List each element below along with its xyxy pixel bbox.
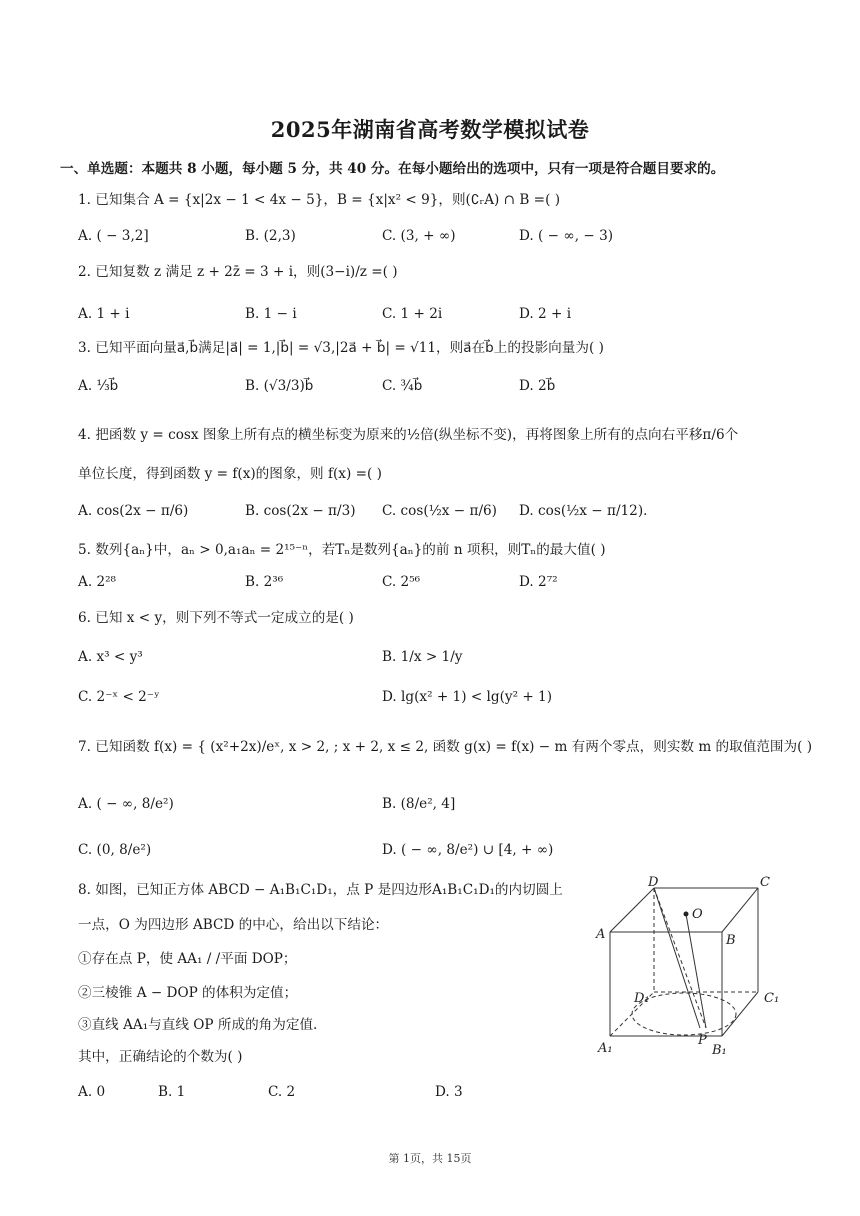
q1-option-a: A. ( − 3,2] — [78, 228, 149, 244]
q2-option-a: A. 1 + i — [78, 306, 130, 322]
q4-stem-line1: 4. 把函数 y = cosx 图象上所有点的横坐标变为原来的½倍(纵坐标不变)，再将图象上所有的点向右平移π/6个 — [78, 427, 739, 443]
q3-option-a: A. ⅓b⃗ — [78, 378, 119, 394]
label-o: O — [692, 907, 703, 922]
q3-option-d: D. 2b⃗ — [519, 378, 556, 394]
label-a: A — [596, 927, 606, 942]
section-heading: 一、单选题：本题共 8 小题，每小题 5 分，共 40 分。在每小题给出的选项中，只有一项是符合题目要求的。 — [60, 161, 725, 177]
q7-option-c: C. (0, 8/e²) — [78, 842, 152, 858]
q8-conclusion-2: ②三棱锥 A − DOP 的体积为定值； — [78, 985, 298, 1001]
q8-stem-line2: 一点，O 为四边形 ABCD 的中心，给出以下结论： — [78, 917, 389, 933]
q5-option-b: B. 2³⁶ — [245, 574, 284, 590]
q8-option-c: C. 2 — [268, 1084, 296, 1100]
q8-option-a: A. 0 — [78, 1084, 106, 1100]
q5-option-a: A. 2²⁸ — [78, 574, 117, 590]
q6-option-d: D. lg(x² + 1) < lg(y² + 1) — [382, 689, 553, 705]
q5-option-c: C. 2⁵⁶ — [382, 574, 421, 590]
q6-option-b: B. 1/x > 1/y — [382, 649, 463, 665]
page-footer: 第 1页，共 15页 — [388, 1152, 472, 1165]
label-b1: B₁ — [712, 1043, 727, 1058]
q7-option-b: B. (8/e², 4] — [382, 796, 456, 812]
q1-option-c: C. (3, + ∞) — [382, 228, 456, 244]
q8-conclusion-3: ③直线 AA₁与直线 OP 所成的角为定值. — [78, 1017, 318, 1033]
cube-figure — [588, 876, 788, 1060]
q8-stem-line1: 8. 如图，已知正方体 ABCD − A₁B₁C₁D₁，点 P 是四边形A₁B₁C₁D₁的内切圆上 — [78, 882, 563, 898]
q8-question: 其中，正确结论的个数为( ) — [78, 1049, 243, 1065]
q7-stem: 7. 已知函数 f(x) = { (x²+2x)/eˣ, x > 2, ; x + 2, x ≤ 2, 函数 g(x) = f(x) − m 有两个零点，则实数 m 的取值范围为( ) — [78, 739, 813, 755]
label-c: C — [760, 876, 770, 890]
point-o-dot — [684, 912, 689, 917]
q3-option-b: B. (√3/3)b⃗ — [245, 378, 314, 394]
label-a1: A₁ — [598, 1041, 613, 1056]
q1-option-b: B. (2,3) — [245, 228, 296, 244]
q5-stem: 5. 数列{aₙ}中，aₙ > 0,a₁aₙ = 2¹⁵⁻ⁿ，若Tₙ是数列{aₙ}的前 n 项积，则Tₙ的最大值( ) — [78, 542, 606, 558]
q7-option-a: A. ( − ∞, 8/e²) — [78, 796, 174, 812]
q2-option-c: C. 1 + 2i — [382, 306, 443, 322]
label-b: B — [726, 933, 736, 948]
q1-option-d: D. ( − ∞, − 3) — [519, 228, 614, 244]
q7-option-d: D. ( − ∞, 8/e²) ∪ [4, + ∞) — [382, 842, 554, 858]
q4-option-b: B. cos(2x − π/3) — [245, 503, 356, 519]
q4-option-c: C. cos(½x − π/6) — [382, 503, 497, 519]
page-title: 2025年湖南省高考数学模拟试卷 — [270, 117, 590, 142]
q4-option-a: A. cos(2x − π/6) — [78, 503, 189, 519]
q1-stem: 1. 已知集合 A = {x|2x − 1 < 4x − 5}，B = {x|x² < 9}，则(∁ᵣA) ∩ B =( ) — [78, 192, 561, 208]
label-d: D — [648, 876, 659, 890]
label-p: P — [698, 1033, 707, 1048]
label-c1: C₁ — [764, 991, 780, 1006]
q2-option-d: D. 2 + i — [519, 306, 572, 322]
label-d1: D₁ — [634, 991, 650, 1006]
q3-stem: 3. 已知平面向量a⃗,b⃗满足|a⃗| = 1,|b⃗| = √3,|2a⃗ + b⃗| = √11，则a⃗在b⃗上的投影向量为( ) — [78, 340, 604, 356]
q4-option-d: D. cos(½x − π/12). — [519, 503, 648, 519]
q8-option-d: D. 3 — [435, 1084, 463, 1100]
q8-option-b: B. 1 — [158, 1084, 186, 1100]
q6-stem: 6. 已知 x < y，则下列不等式一定成立的是( ) — [78, 610, 354, 626]
q6-option-a: A. x³ < y³ — [78, 649, 143, 665]
q3-option-c: C. ¾b⃗ — [382, 378, 423, 394]
q2-option-b: B. 1 − i — [245, 306, 297, 322]
q8-conclusion-1: ①存在点 P，使 AA₁ / /平面 DOP； — [78, 951, 297, 967]
q2-stem: 2. 已知复数 z 满足 z + 2z̄ = 3 + i，则(3−i)/z =( ) — [78, 264, 398, 280]
q4-stem-line2: 单位长度，得到函数 y = f(x)的图象，则 f(x) =( ) — [78, 466, 382, 482]
q5-option-d: D. 2⁷² — [519, 574, 558, 590]
q6-option-c: C. 2⁻ˣ < 2⁻ʸ — [78, 689, 160, 705]
